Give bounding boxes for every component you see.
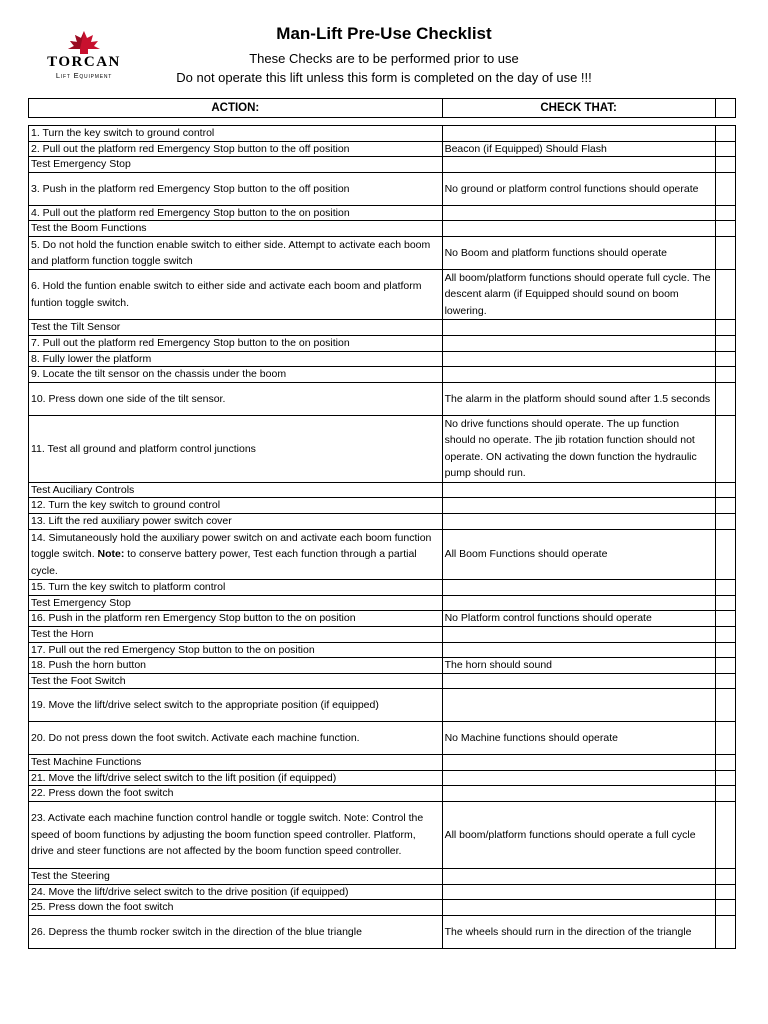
checkbox-cell[interactable] bbox=[715, 351, 735, 367]
table-row bbox=[29, 514, 736, 530]
checkbox-cell[interactable] bbox=[715, 626, 735, 642]
check-cell bbox=[442, 786, 715, 802]
table-row bbox=[29, 580, 736, 596]
check-cell bbox=[442, 157, 715, 173]
checkbox-cell[interactable] bbox=[715, 595, 735, 611]
check-cell: The wheels should rurn in the direction of the triangle bbox=[442, 915, 715, 948]
checkbox-cell[interactable] bbox=[715, 580, 735, 596]
check-cell bbox=[442, 351, 715, 367]
action-cell: 25. Press down the foot switch bbox=[29, 900, 443, 916]
brand-name: TORCAN bbox=[47, 54, 121, 70]
action-cell: 23. Activate each machine function control handle or toggle switch. Note: Control the speed of boom functions by adjusting the boom function speed controller. Platform, drive and steer functions are not affected by the boom function speed controller. bbox=[29, 802, 443, 869]
check-cell bbox=[442, 221, 715, 237]
section-heading: Test Emergency Stop bbox=[29, 157, 443, 173]
check-cell: No drive functions should operate. The up function should no operate. The jib rotation function should not operate. ON activating the down function the hydraulic pump should run. bbox=[442, 415, 715, 482]
checkbox-cell[interactable] bbox=[715, 221, 735, 237]
table-row bbox=[29, 126, 736, 142]
table-row bbox=[29, 642, 736, 658]
table-row bbox=[29, 529, 736, 580]
check-cell: All Boom Functions should operate bbox=[442, 529, 715, 580]
action-cell: 4. Pull out the platform red Emergency Stop button to the on position bbox=[29, 205, 443, 221]
table-row bbox=[29, 770, 736, 786]
checkbox-cell[interactable] bbox=[715, 205, 735, 221]
check-cell: No Machine functions should operate bbox=[442, 722, 715, 755]
action-cell: 5. Do not hold the function enable switch to either side. Attempt to activate each boom and platform function toggle switch bbox=[29, 236, 443, 269]
check-cell bbox=[442, 514, 715, 530]
check-cell: Beacon (if Equipped) Should Flash bbox=[442, 141, 715, 157]
check-cell bbox=[442, 126, 715, 142]
subtitle-instructions: These Checks are to be performed prior to use bbox=[249, 51, 519, 66]
check-cell bbox=[442, 482, 715, 498]
checkbox-cell[interactable] bbox=[715, 514, 735, 530]
checkbox-cell[interactable] bbox=[715, 642, 735, 658]
table-row bbox=[29, 172, 736, 205]
table-row bbox=[29, 802, 736, 869]
table-row bbox=[29, 269, 736, 320]
action-text: to conserve battery power, Test each function through a partial cycle. bbox=[31, 548, 417, 577]
table-row bbox=[29, 786, 736, 802]
section-heading: Test the Boom Functions bbox=[29, 221, 443, 237]
action-cell: 13. Lift the red auxiliary power switch cover bbox=[29, 514, 443, 530]
table-row bbox=[29, 689, 736, 722]
checklist-header bbox=[28, 98, 736, 118]
check-cell bbox=[442, 626, 715, 642]
checkbox-cell[interactable] bbox=[715, 884, 735, 900]
checkbox-cell[interactable] bbox=[715, 236, 735, 269]
check-cell bbox=[442, 900, 715, 916]
checkbox-cell[interactable] bbox=[715, 786, 735, 802]
check-cell: No ground or platform control functions should operate bbox=[442, 172, 715, 205]
table-row bbox=[29, 900, 736, 916]
checkbox-cell[interactable] bbox=[715, 172, 735, 205]
note-label: Note: bbox=[97, 548, 125, 561]
table-row bbox=[29, 722, 736, 755]
checkbox-cell[interactable] bbox=[715, 498, 735, 514]
action-cell: 17. Pull out the red Emergency Stop button to the on position bbox=[29, 642, 443, 658]
checkbox-cell[interactable] bbox=[715, 722, 735, 755]
checkbox-cell[interactable] bbox=[715, 126, 735, 142]
page-title: Man-Lift Pre-Use Checklist bbox=[276, 24, 492, 43]
action-column-header: ACTION: bbox=[29, 99, 443, 118]
table-row bbox=[29, 320, 736, 336]
table-row bbox=[29, 415, 736, 482]
check-cell bbox=[442, 884, 715, 900]
checkbox-cell[interactable] bbox=[715, 900, 735, 916]
action-cell bbox=[29, 529, 443, 580]
action-cell: 20. Do not press down the foot switch. Activate each machine function. bbox=[29, 722, 443, 755]
checkbox-cell[interactable] bbox=[715, 482, 735, 498]
table-row bbox=[29, 626, 736, 642]
checkbox-cell[interactable] bbox=[715, 689, 735, 722]
action-cell: 1. Turn the key switch to ground control bbox=[29, 126, 443, 142]
table-row bbox=[29, 611, 736, 627]
checkbox-cell[interactable] bbox=[715, 529, 735, 580]
checkbox-cell[interactable] bbox=[715, 915, 735, 948]
table-row bbox=[29, 141, 736, 157]
table-row bbox=[29, 915, 736, 948]
section-heading: Test the Steering bbox=[29, 869, 443, 885]
section-heading: Test the Tilt Sensor bbox=[29, 320, 443, 336]
check-cell bbox=[442, 205, 715, 221]
action-cell: 15. Turn the key switch to platform control bbox=[29, 580, 443, 596]
action-cell: 9. Locate the tilt sensor on the chassis under the boom bbox=[29, 367, 443, 383]
check-cell bbox=[442, 336, 715, 352]
action-cell: 6. Hold the funtion enable switch to either side and activate each boom and platform funtion toggle switch. bbox=[29, 269, 443, 320]
checkbox-cell[interactable] bbox=[715, 658, 735, 674]
action-cell: 2. Pull out the platform red Emergency Stop button to the off position bbox=[29, 141, 443, 157]
checkbox-cell[interactable] bbox=[715, 415, 735, 482]
checkbox-cell[interactable] bbox=[715, 367, 735, 383]
action-cell: 21. Move the lift/drive select switch to the lift position (if equipped) bbox=[29, 770, 443, 786]
checkbox-cell[interactable] bbox=[715, 673, 735, 689]
checkbox-column-header bbox=[715, 99, 735, 118]
section-heading: Test the Foot Switch bbox=[29, 673, 443, 689]
table-row bbox=[29, 351, 736, 367]
section-heading: Test Emergency Stop bbox=[29, 595, 443, 611]
action-cell: 12. Turn the key switch to ground control bbox=[29, 498, 443, 514]
action-cell: 18. Push the horn button bbox=[29, 658, 443, 674]
check-cell bbox=[442, 689, 715, 722]
brand-subtitle: Lift Equipment bbox=[55, 71, 113, 80]
checkbox-cell[interactable] bbox=[715, 382, 735, 415]
check-cell bbox=[442, 595, 715, 611]
checkbox-cell[interactable] bbox=[715, 157, 735, 173]
section-heading: Test Auciliary Controls bbox=[29, 482, 443, 498]
check-cell bbox=[442, 755, 715, 771]
check-column-header: CHECK THAT: bbox=[442, 99, 715, 118]
action-cell: 22. Press down the foot switch bbox=[29, 786, 443, 802]
action-cell: 26. Depress the thumb rocker switch in the direction of the blue triangle bbox=[29, 915, 443, 948]
check-cell bbox=[442, 320, 715, 336]
check-cell: No Platform control functions should operate bbox=[442, 611, 715, 627]
table-row bbox=[29, 595, 736, 611]
action-cell: 24. Move the lift/drive select switch to the drive position (if equipped) bbox=[29, 884, 443, 900]
table-row bbox=[29, 221, 736, 237]
checkbox-cell[interactable] bbox=[715, 141, 735, 157]
checkbox-cell[interactable] bbox=[715, 802, 735, 869]
table-row bbox=[29, 205, 736, 221]
checkbox-cell[interactable] bbox=[715, 611, 735, 627]
table-row bbox=[29, 869, 736, 885]
check-cell bbox=[442, 770, 715, 786]
table-row bbox=[29, 336, 736, 352]
checkbox-cell[interactable] bbox=[715, 869, 735, 885]
action-cell: 16. Push in the platform ren Emergency Stop button to the on position bbox=[29, 611, 443, 627]
table-row bbox=[29, 673, 736, 689]
table-row bbox=[29, 382, 736, 415]
action-cell: 7. Pull out the platform red Emergency Stop button to the on position bbox=[29, 336, 443, 352]
table-row bbox=[29, 498, 736, 514]
action-cell: 8. Fully lower the platform bbox=[29, 351, 443, 367]
check-cell bbox=[442, 580, 715, 596]
check-cell: No Boom and platform functions should operate bbox=[442, 236, 715, 269]
section-heading: Test the Horn bbox=[29, 626, 443, 642]
table-row bbox=[29, 367, 736, 383]
check-cell: The horn should sound bbox=[442, 658, 715, 674]
action-cell: 19. Move the lift/drive select switch to the appropriate position (if equipped) bbox=[29, 689, 443, 722]
action-cell: 3. Push in the platform red Emergency Stop button to the off position bbox=[29, 172, 443, 205]
check-cell bbox=[442, 642, 715, 658]
checkbox-cell[interactable] bbox=[715, 320, 735, 336]
table-row bbox=[29, 755, 736, 771]
checkbox-cell[interactable] bbox=[715, 755, 735, 771]
checkbox-cell[interactable] bbox=[715, 336, 735, 352]
section-heading: Test Machine Functions bbox=[29, 755, 443, 771]
table-row bbox=[29, 482, 736, 498]
check-cell bbox=[442, 367, 715, 383]
checklist-table bbox=[28, 125, 736, 949]
check-cell: All boom/platform functions should operate full cycle. The descent alarm (if Equipped should sound on boom lowering. bbox=[442, 269, 715, 320]
check-cell: All boom/platform functions should operate a full cycle bbox=[442, 802, 715, 869]
table-row bbox=[29, 884, 736, 900]
checkbox-cell[interactable] bbox=[715, 770, 735, 786]
check-cell bbox=[442, 498, 715, 514]
check-cell: The alarm in the platform should sound after 1.5 seconds bbox=[442, 382, 715, 415]
check-cell bbox=[442, 869, 715, 885]
action-cell: 10. Press down one side of the tilt sensor. bbox=[29, 382, 443, 415]
checkbox-cell[interactable] bbox=[715, 269, 735, 320]
table-row bbox=[29, 236, 736, 269]
check-cell bbox=[442, 673, 715, 689]
table-row bbox=[29, 157, 736, 173]
subtitle-warning: Do not operate this lift unless this form is completed on the day of use !!! bbox=[176, 70, 592, 85]
action-cell: 11. Test all ground and platform control junctions bbox=[29, 415, 443, 482]
table-row bbox=[29, 658, 736, 674]
action-text: 14. Simutaneously hold the auxiliary power switch on and activate each boom function toggle switch. bbox=[31, 531, 432, 561]
